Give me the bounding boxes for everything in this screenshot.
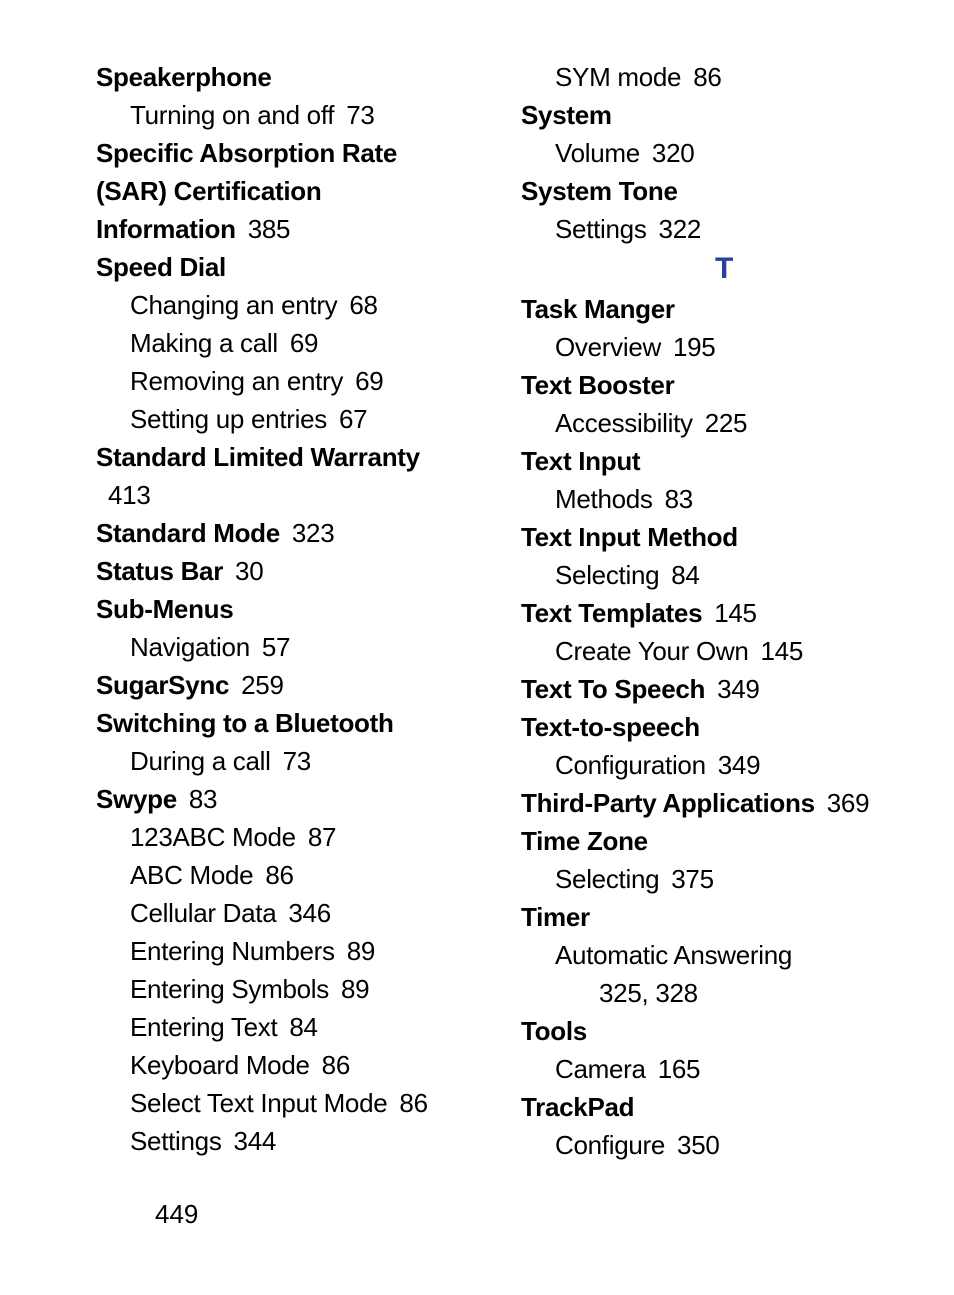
entry-term: Switching to a Bluetooth (96, 708, 394, 738)
entry-page-number: 349 (717, 674, 760, 704)
entry-page-number: 320 (651, 138, 695, 168)
index-subentry (96, 742, 506, 780)
index-column-right (521, 58, 941, 1164)
entry-term: Settings (130, 1126, 222, 1156)
entry-page-number: 87 (307, 822, 337, 852)
entry-page-number: 69 (289, 328, 319, 358)
entry-term: Text Booster (521, 370, 675, 400)
entry-page-number: 385 (247, 214, 291, 244)
entry-page-number: 86 (693, 62, 722, 92)
entry-page-number: 73 (346, 100, 375, 130)
index-entry (96, 590, 506, 628)
index-subentry (521, 936, 941, 974)
entry-term: Removing an entry (130, 366, 344, 396)
entry-term: Status Bar (96, 556, 224, 586)
index-entry (96, 210, 506, 248)
index-entry (96, 552, 506, 590)
entry-term: Keyboard Mode (130, 1050, 310, 1080)
index-subentry (96, 932, 506, 970)
entry-term: Standard Mode (96, 518, 280, 548)
entry-page-number: 346 (288, 898, 331, 928)
entry-term: Entering Text (130, 1012, 278, 1042)
index-subentry (521, 210, 941, 248)
entry-term: 123ABC Mode (130, 822, 296, 852)
index-entry (521, 708, 941, 746)
entry-term: Turning on and off (130, 100, 335, 130)
entry-term: Selecting (555, 560, 660, 590)
entry-term: Sub-Menus (96, 594, 234, 624)
index-entry (521, 594, 941, 632)
entry-term: Text Input Method (521, 522, 738, 552)
entry-term: Swype (96, 784, 177, 814)
index-subentry (96, 1122, 506, 1160)
index-subentry (96, 970, 506, 1008)
entry-term: Tools (521, 1016, 587, 1046)
entry-term: Speakerphone (96, 62, 272, 92)
entry-page-number: 68 (349, 290, 378, 320)
index-subentry (521, 1050, 941, 1088)
index-entry (96, 780, 506, 818)
entry-term: Accessibility (555, 408, 693, 438)
index-entry (96, 58, 506, 96)
entry-page-number: 73 (282, 746, 311, 776)
page-number: 449 (155, 1199, 199, 1229)
entry-term: Text Input (521, 446, 641, 476)
entry-term: Configure (555, 1130, 666, 1160)
entry-term: TrackPad (521, 1092, 635, 1122)
entry-page-number: 84 (671, 560, 700, 590)
entry-term: Configuration (555, 750, 706, 780)
entry-term: System Tone (521, 176, 678, 206)
index-subentry (521, 58, 941, 96)
entry-term: Timer (521, 902, 590, 932)
entry-term: Overview (555, 332, 661, 362)
index-entry (96, 172, 506, 210)
index-entry (96, 248, 506, 286)
entry-term: Speed Dial (96, 252, 226, 282)
index-subentry (96, 1008, 506, 1046)
entry-term: Standard Limited Warranty (96, 442, 420, 472)
entry-page-number: 259 (241, 670, 284, 700)
index-subentry (96, 1046, 506, 1084)
entry-term: (SAR) Certification (96, 176, 322, 206)
entry-term: SugarSync (96, 670, 230, 700)
entry-term: During a call (130, 746, 271, 776)
entry-term: Information (96, 214, 236, 244)
index-subentry (96, 324, 506, 362)
entry-term: Navigation (130, 632, 250, 662)
index-entry (521, 290, 941, 328)
entry-term: Third-Party Applications (521, 788, 815, 818)
index-entry (521, 1012, 941, 1050)
entry-term: System (521, 100, 612, 130)
entry-page-number: 30 (235, 556, 264, 586)
index-subentry (96, 628, 506, 666)
index-continuation (96, 476, 506, 514)
entry-page-number: 84 (289, 1012, 318, 1042)
entry-page-number: 323 (291, 518, 335, 548)
entry-term: Changing an entry (130, 290, 338, 320)
entry-page-number: 325, 328 (599, 978, 698, 1008)
index-subentry (96, 1084, 506, 1122)
entry-page-number: 195 (672, 332, 716, 362)
entry-page-number: 89 (340, 974, 370, 1004)
entry-page-number: 369 (826, 788, 870, 818)
entry-term: Time Zone (521, 826, 648, 856)
index-subentry (521, 1126, 941, 1164)
entry-page-number: 349 (717, 750, 761, 780)
entry-term: Volume (555, 138, 640, 168)
index-column-left (96, 58, 506, 1160)
entry-page-number: 57 (261, 632, 291, 662)
entry-page-number: 83 (664, 484, 693, 514)
index-entry (96, 514, 506, 552)
entry-page-number: 89 (346, 936, 376, 966)
entry-term: Automatic Answering (555, 940, 793, 970)
entry-term: Settings (555, 214, 647, 244)
index-entry (521, 898, 941, 936)
entry-page-number: 86 (321, 1050, 350, 1080)
index-subentry (521, 404, 941, 442)
entry-page-number: 86 (265, 860, 294, 890)
entry-term: Selecting (555, 864, 660, 894)
index-entry (521, 172, 941, 210)
entry-term: Task Manger (521, 294, 675, 324)
index-subentry (96, 286, 506, 324)
entry-term: Making a call (130, 328, 278, 358)
entry-term: Camera (555, 1054, 646, 1084)
index-subentry (96, 856, 506, 894)
index-subentry (96, 818, 506, 856)
entry-term: Text To Speech (521, 674, 706, 704)
index-entry (96, 438, 506, 476)
entry-term: Text Templates (521, 598, 703, 628)
index-subentry (96, 894, 506, 932)
entry-term: Create Your Own (555, 636, 749, 666)
index-entry (521, 822, 941, 860)
index-entry (521, 670, 941, 708)
index-entry (521, 784, 941, 822)
entry-page-number: 225 (704, 408, 748, 438)
entry-term: ABC Mode (130, 860, 254, 890)
entry-page-number: 413 (108, 480, 151, 510)
entry-term: Select Text Input Mode (130, 1088, 388, 1118)
entry-page-number: 322 (658, 214, 702, 244)
entry-page-number: 350 (677, 1130, 720, 1160)
entry-page-number: 69 (355, 366, 384, 396)
index-subentry (96, 400, 506, 438)
index-subentry (521, 632, 941, 670)
index-subentry (521, 328, 941, 366)
index-entry (96, 134, 506, 172)
entry-page-number: 67 (338, 404, 368, 434)
entry-page-number: 375 (671, 864, 714, 894)
index-entry (521, 96, 941, 134)
index-entry (96, 704, 506, 742)
section-letter: T (714, 252, 734, 285)
index-subentry (521, 480, 941, 518)
index-subentry (96, 362, 506, 400)
entry-term: Entering Symbols (130, 974, 329, 1004)
entry-page-number: 145 (760, 636, 803, 666)
entry-term: Text-to-speech (521, 712, 700, 742)
index-subentry (521, 860, 941, 898)
index-entry (96, 666, 506, 704)
entry-term: Entering Numbers (130, 936, 335, 966)
entry-term: SYM mode (555, 62, 682, 92)
index-subentry (521, 134, 941, 172)
index-entry (521, 518, 941, 556)
entry-page-number: 83 (188, 784, 218, 814)
index-subentry (521, 556, 941, 594)
entry-page-number: 344 (233, 1126, 277, 1156)
entry-term: Cellular Data (130, 898, 277, 928)
entry-term: Setting up entries (130, 404, 327, 434)
index-entry (521, 1088, 941, 1126)
entry-page-number: 86 (399, 1088, 428, 1118)
index-subentry (521, 746, 941, 784)
entry-term: Specific Absorption Rate (96, 138, 397, 168)
index-continuation (521, 974, 941, 1012)
entry-page-number: 165 (657, 1054, 701, 1084)
entry-page-number: 145 (714, 598, 757, 628)
index-entry (521, 442, 941, 480)
entry-term: Methods (555, 484, 653, 514)
index-entry (521, 366, 941, 404)
index-subentry (96, 96, 506, 134)
